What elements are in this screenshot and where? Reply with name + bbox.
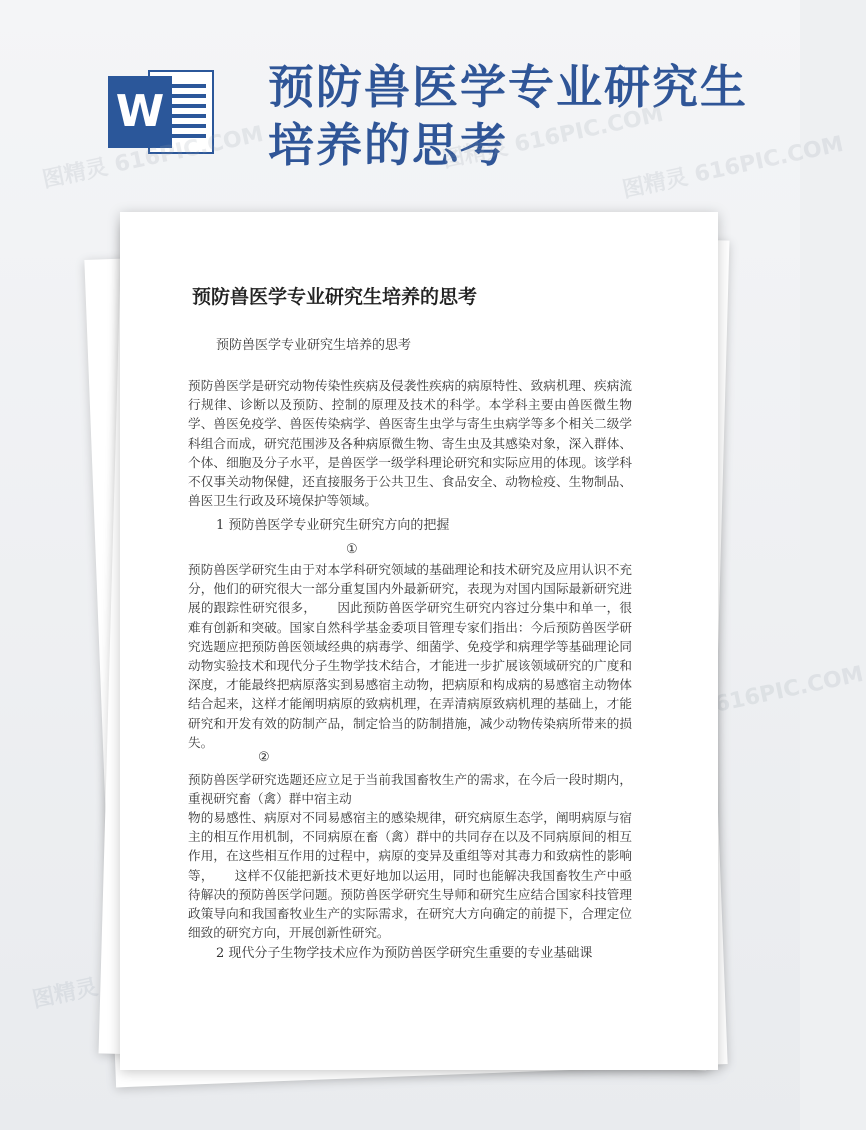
banner-title-line1: 预防兽医学专业研究生 — [268, 60, 748, 114]
list-marker-2: ② — [258, 750, 270, 765]
section-heading-1: 1 预防兽医学专业研究生研究方向的把握 — [216, 518, 450, 533]
paragraph-topic-selection: 预防兽医学研究选题还应立足于当前我国畜牧生产的需求，在今后一段时期内，重视研究畜（禽）群中宿主动 — [188, 772, 632, 807]
paragraph-host-susceptibility: 物的易感性、病原对不同易感宿主的感染规律，研究病原生态学，阐明病原与宿主的相互作用机制，不同病原在畜（禽）群中的共同存在以及不同病原间的相互作用，在这些相互作用的过程中，病原的变异及重组等对其毒力和致病性的影响等， 这样不仅能把新技术更好地加以运用，同时也能解决我国畜牧生产中亟待解决的预防兽医学问题。预防兽医学研究生导师和研究生应结合国家科技管理政策导向和我国畜牧业生产的实际需求，在研究大方向确定的前提下，合理定位细致的研究方向，开展创新性研究。 — [188, 810, 632, 941]
banner-title — [268, 58, 788, 174]
document-page — [120, 212, 718, 1070]
word-icon — [108, 70, 214, 154]
word-letter-badge: W — [108, 76, 172, 148]
list-marker-1: ① — [346, 542, 358, 557]
paragraph-intro: 预防兽医学是研究动物传染性疾病及侵袭性疾病的病原特性、致病机理、疾病流行规律、诊断以及预防、控制的原理及技术的科学。本学科主要由兽医微生物学、兽医免疫学、兽医传染病学、兽医寄生虫学与寄生虫病学等多个相关二级学科组合而成，研究范围涉及各种病原微生物、寄生虫及其感染对象，深入群体、个体、细胞及分子水平，是兽医学一级学科理论研究和实际应用的体现。该学科不仅事关动物保健，还直接服务于公共卫生、食品安全、动物检疫、生物制品、兽医卫生行政及环境保护等领域。 — [188, 378, 632, 509]
paragraph-research-direction: 预防兽医学研究生由于对本学科研究领域的基础理论和技术研究及应用认识不充分，他们的研究很大一部分重复国内外最新研究，表现为对国内国际最新研究进展的跟踪性研究很多， 因此预防兽医学研究生研究内容过分集中和单一，很难有创新和突破。国家自然科学基金委项目管理专家们指出：今后预防兽医学研究选题应把预防兽医领域经典的病毒学、细菌学、免疫学和病理学等基础理论同动物实验技术和现代分子生物学技术结合，才能进一步扩展该领域研究的广度和深度，才能最终把病原落实到易感宿主动物，把病原和构成病的易感宿主动物体结合起来，这样才能阐明病原的致病机理，在弄清病原致病机理的基础上，才能研究和开发有效的防制产品，制定恰当的防制措施，减少动物传染病所带来的损失。 — [188, 562, 632, 750]
document-subtitle: 预防兽医学专业研究生培养的思考 — [216, 338, 412, 353]
banner-title-line2: 培养的思考 — [268, 118, 508, 172]
section-heading-2: 2 现代分子生物学技术应作为预防兽医学研究生重要的专业基础课 — [216, 946, 593, 961]
document-title: 预防兽医学专业研究生培养的思考 — [192, 286, 478, 308]
